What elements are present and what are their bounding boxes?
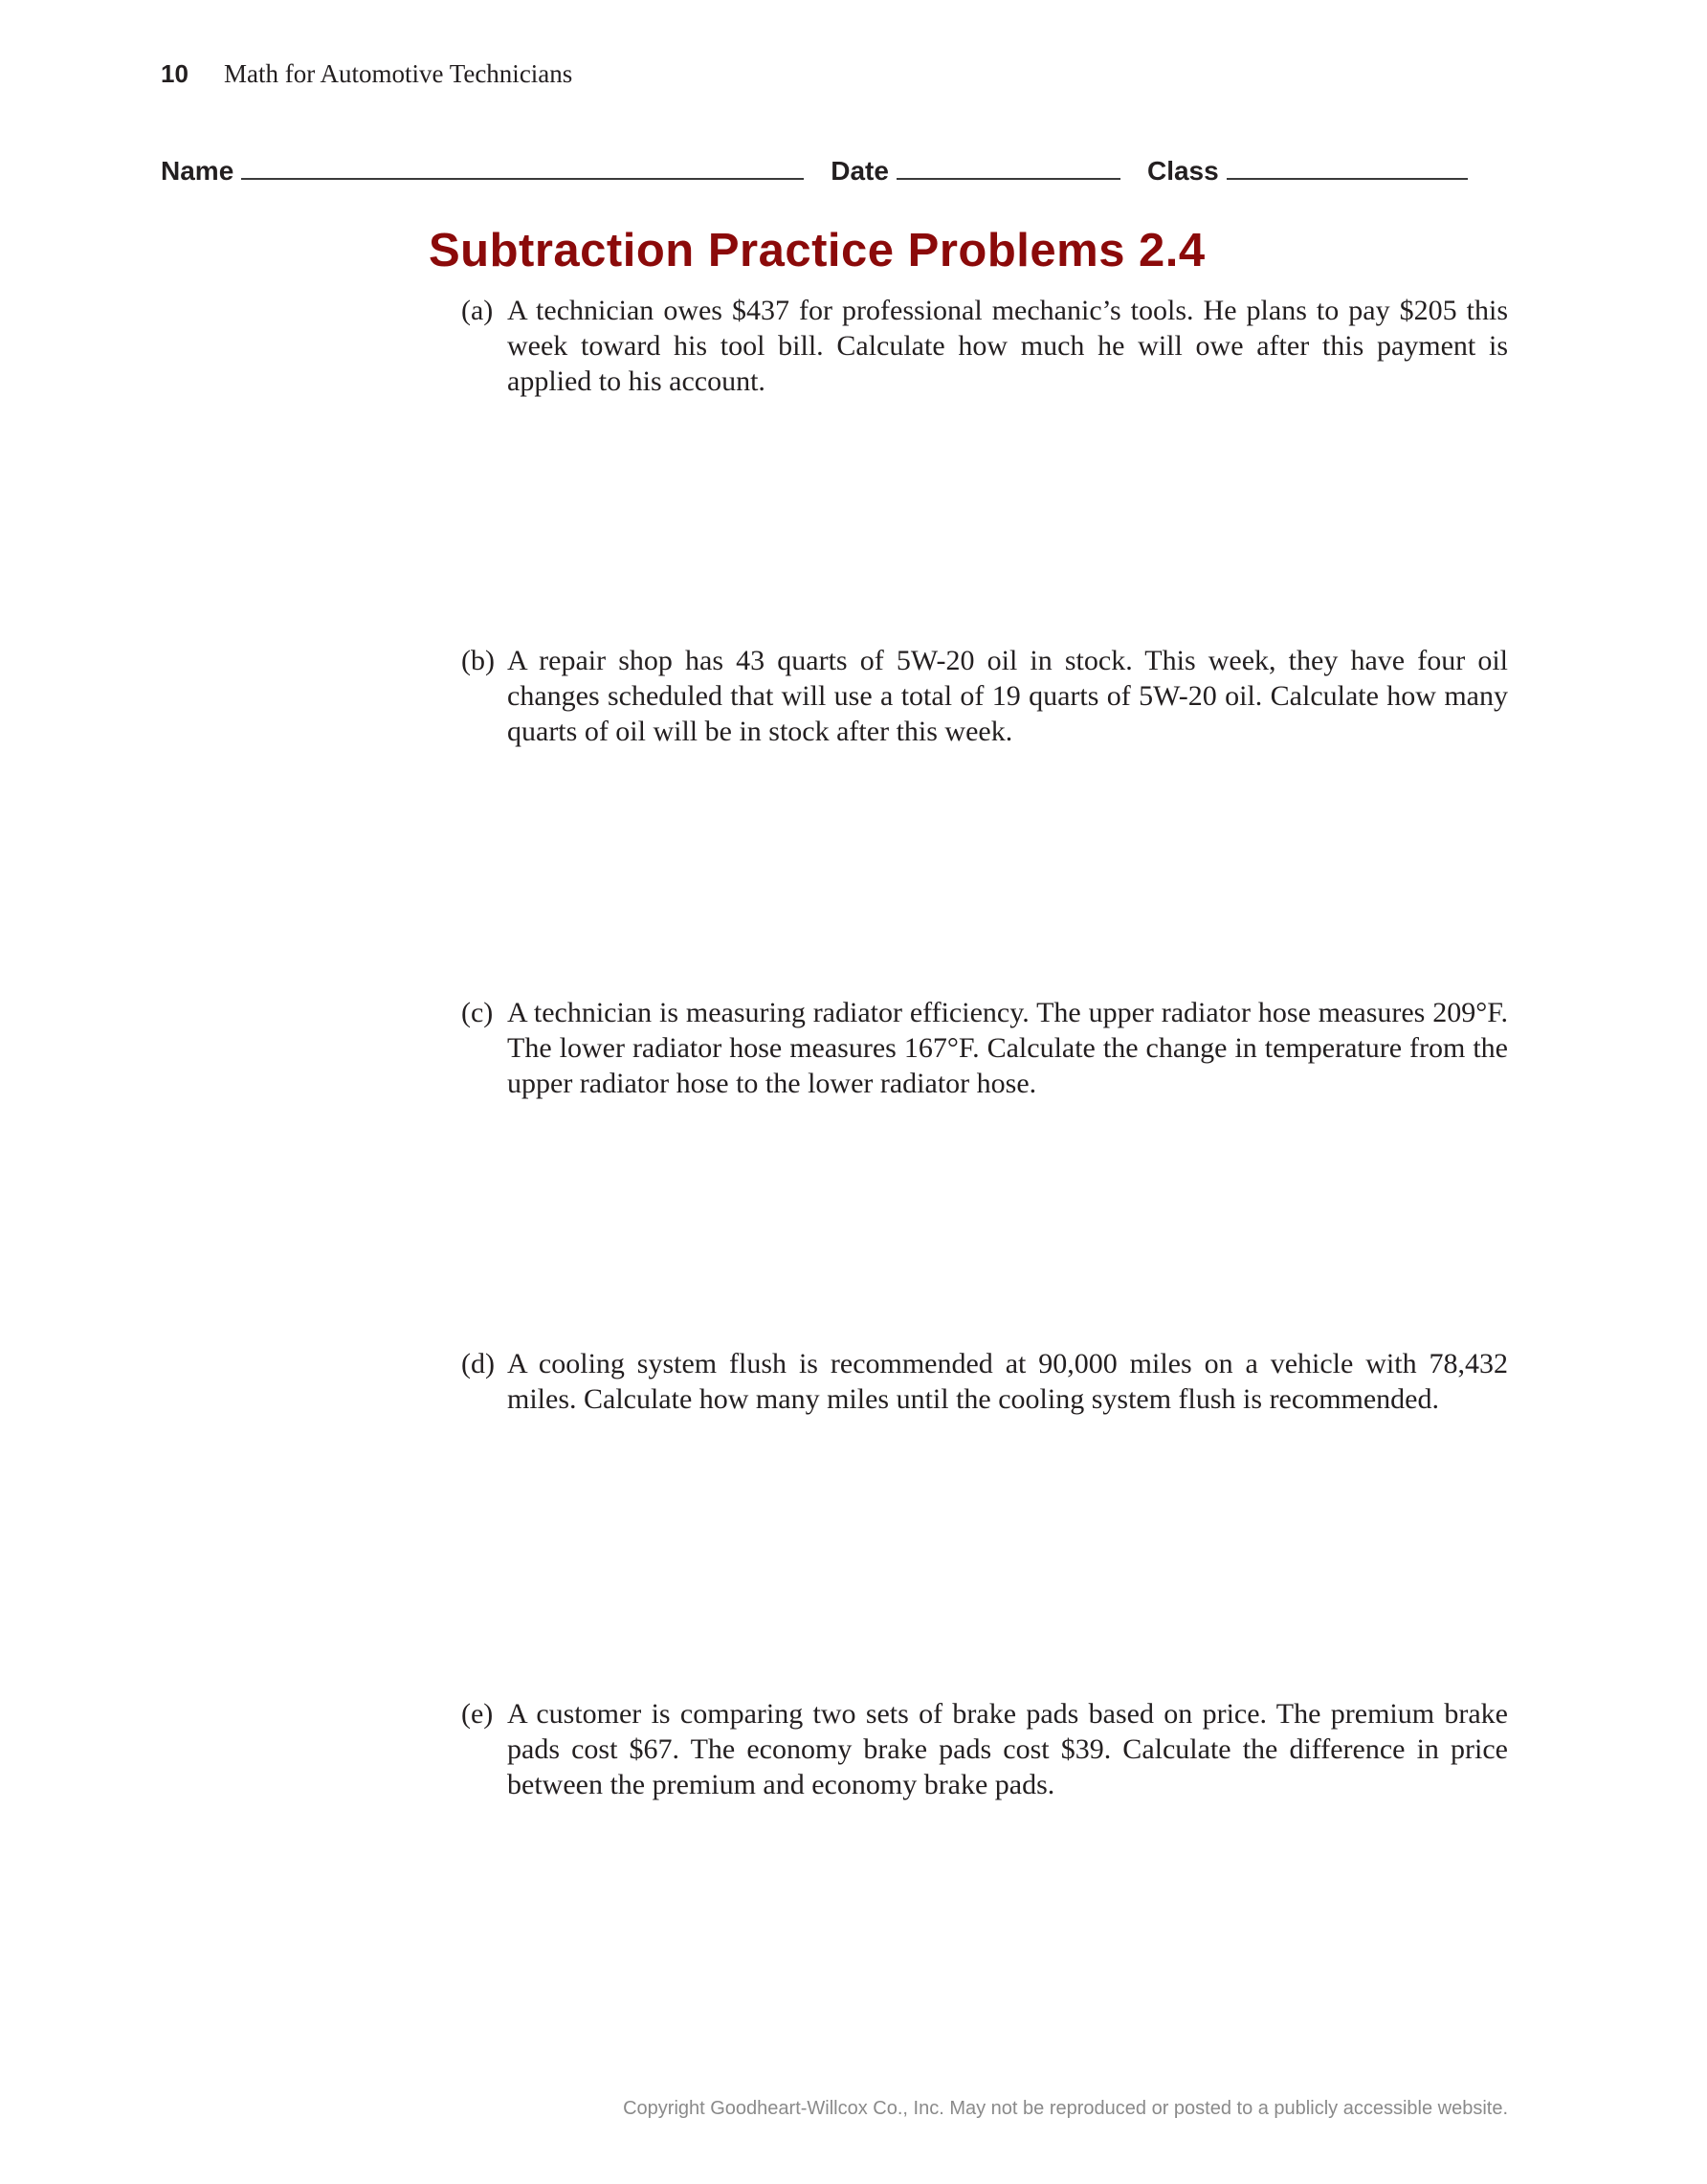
running-head (161, 59, 572, 89)
problem-b (461, 643, 1508, 749)
date-field[interactable] (897, 155, 1120, 180)
page-title: Subtraction Practice Problems 2.4 (429, 225, 1206, 276)
name-label: Name (161, 156, 234, 186)
problem-text: A repair shop has 43 quarts of 5W-20 oil in stock. This week, they have four oil changes scheduled that will use a total of 19 quarts of 5W-20 oil. Calculate how many quarts of oil will be in stock after this week. (507, 645, 1508, 747)
problem-c (461, 995, 1508, 1101)
book-title: Math for Automotive Technicians (224, 59, 573, 88)
problem-text: A technician is measuring radiator efficiency. The upper radiator hose measures 209°F. The lower radiator hose measures 167°F. Calculate the change in temperature from the upper radiator hose to the lower radiator hose. (507, 997, 1508, 1099)
copyright-notice: Copyright Goodheart-Willcox Co., Inc. May not be reproduced or posted to a publicly accessible website. (623, 2098, 1508, 2119)
problem-label: (a) (461, 295, 494, 326)
problem-label: (b) (461, 645, 495, 676)
problem-d (461, 1346, 1508, 1417)
problem-a (461, 293, 1508, 399)
problem-text: A cooling system flush is recommended at 90,000 miles on a vehicle with 78,432 miles. Calculate how many miles until the cooling system flush is recommended. (507, 1348, 1508, 1415)
student-info-fields (161, 155, 1508, 187)
problem-text: A technician owes $437 for professional mechanic’s tools. He plans to pay $205 this week toward his tool bill. Calculate how much he will owe after this payment is applied to his account. (507, 295, 1508, 397)
problem-text: A customer is comparing two sets of brake pads based on price. The premium brake pads cost $67. The economy brake pads cost $39. Calculate the difference in price between the premium and economy brake pads. (507, 1698, 1508, 1800)
problem-e (461, 1696, 1508, 1802)
class-label: Class (1146, 156, 1219, 186)
page-number: 10 (161, 59, 188, 88)
date-label: Date (831, 156, 889, 186)
problem-label: (c) (461, 997, 494, 1028)
problem-label: (e) (461, 1698, 494, 1730)
name-field[interactable] (241, 155, 804, 180)
problem-label: (d) (461, 1348, 495, 1379)
class-field[interactable] (1227, 155, 1468, 180)
